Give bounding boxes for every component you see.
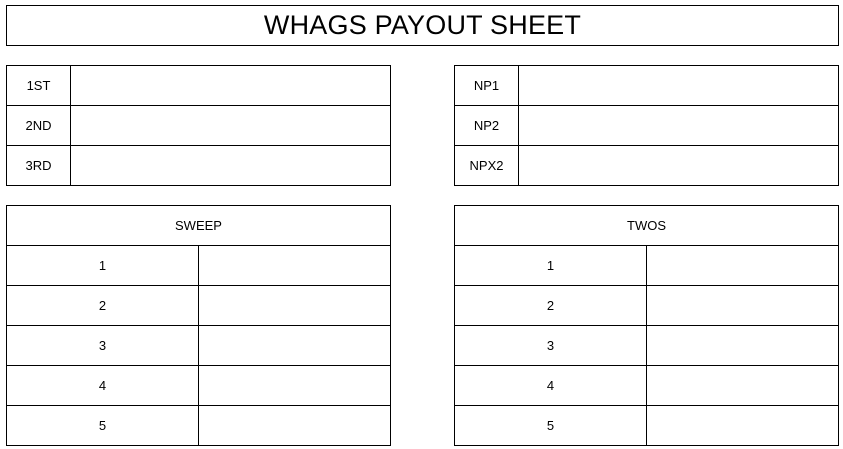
- row-label: 2ND: [7, 106, 71, 146]
- payout-cell[interactable]: [647, 326, 839, 366]
- payout-cell[interactable]: [199, 406, 391, 446]
- table-row: [7, 106, 391, 146]
- payout-cell[interactable]: [647, 246, 839, 286]
- twos-header: TWOS: [455, 206, 839, 246]
- payout-cell[interactable]: [71, 106, 391, 146]
- row-label: 1: [455, 246, 647, 286]
- row-label: 4: [7, 366, 199, 406]
- table-row: [455, 66, 839, 106]
- sheet-title: WHAGS PAYOUT SHEET: [6, 5, 839, 46]
- table-row: [455, 246, 839, 286]
- payout-cell[interactable]: [647, 406, 839, 446]
- row-label: 5: [455, 406, 647, 446]
- table-row: [7, 246, 391, 286]
- payout-cell[interactable]: [199, 366, 391, 406]
- table-row: [455, 406, 839, 446]
- table-header-row: [7, 206, 391, 246]
- payout-cell[interactable]: [519, 106, 839, 146]
- table-row: [7, 146, 391, 186]
- payout-cell[interactable]: [647, 286, 839, 326]
- payout-cell[interactable]: [519, 66, 839, 106]
- row-label: 4: [455, 366, 647, 406]
- table-row: [455, 286, 839, 326]
- row-label: 2: [455, 286, 647, 326]
- sweep-table: [6, 205, 391, 446]
- row-label: 3: [7, 326, 199, 366]
- row-label: 3RD: [7, 146, 71, 186]
- table-row: [455, 366, 839, 406]
- row-label: NPX2: [455, 146, 519, 186]
- row-label: NP1: [455, 66, 519, 106]
- row-label: 1ST: [7, 66, 71, 106]
- table-row: [7, 326, 391, 366]
- twos-table: [454, 205, 839, 446]
- sweep-header: SWEEP: [7, 206, 391, 246]
- payout-cell[interactable]: [199, 286, 391, 326]
- row-label: 5: [7, 406, 199, 446]
- payout-cell[interactable]: [71, 146, 391, 186]
- row-label: 3: [455, 326, 647, 366]
- table-row: [7, 286, 391, 326]
- np-table: [454, 65, 839, 186]
- payout-cell[interactable]: [519, 146, 839, 186]
- row-label: 2: [7, 286, 199, 326]
- table-row: [7, 366, 391, 406]
- places-table: [6, 65, 391, 186]
- row-label: NP2: [455, 106, 519, 146]
- table-row: [455, 106, 839, 146]
- table-header-row: [455, 206, 839, 246]
- table-row: [455, 326, 839, 366]
- table-row: [7, 406, 391, 446]
- payout-cell[interactable]: [71, 66, 391, 106]
- payout-cell[interactable]: [199, 246, 391, 286]
- table-row: [455, 146, 839, 186]
- table-row: [7, 66, 391, 106]
- payout-cell[interactable]: [647, 366, 839, 406]
- payout-cell[interactable]: [199, 326, 391, 366]
- row-label: 1: [7, 246, 199, 286]
